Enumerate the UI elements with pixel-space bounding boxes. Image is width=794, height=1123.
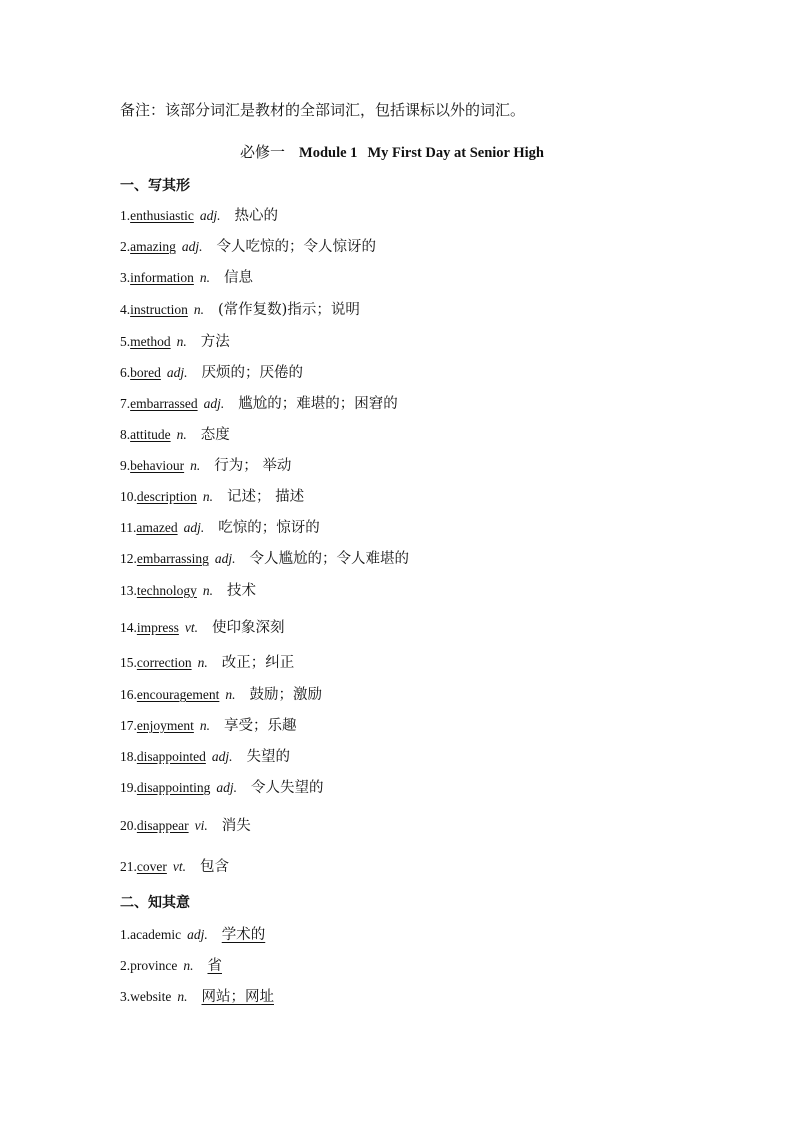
item-word: impress — [136, 620, 179, 635]
item-number: 6. — [120, 365, 131, 380]
item-pos: adj. — [214, 551, 236, 566]
vocab-item — [120, 457, 291, 475]
item-word: technology — [136, 583, 197, 598]
item-number: 20. — [120, 818, 137, 833]
item-number: 1. — [120, 208, 131, 223]
item-pos: n. — [199, 718, 210, 733]
vocab-item — [120, 301, 360, 319]
item-meaning: 使印象深刻 — [212, 620, 285, 636]
item-pos: vt. — [184, 620, 198, 635]
item-meaning: 热心的 — [234, 208, 279, 224]
item-number: 21. — [120, 859, 137, 874]
item-number: 8. — [120, 427, 131, 442]
section1-heading: 一、写其形 — [120, 178, 190, 194]
item-pos: adj. — [211, 749, 233, 764]
item-pos: n. — [193, 302, 204, 317]
item-number: 9. — [120, 458, 131, 473]
item-word: behaviour — [130, 458, 185, 473]
vocab-item — [120, 395, 398, 413]
vocab-item — [120, 926, 265, 944]
vocab-item — [120, 957, 222, 975]
item-pos: n. — [197, 655, 208, 670]
item-meaning: 技术 — [227, 583, 256, 599]
item-meaning: 尴尬的；难堪的；困窘的 — [238, 396, 398, 412]
item-meaning: 信息 — [224, 270, 253, 286]
module-title — [0, 143, 794, 162]
item-word: enjoyment — [136, 718, 194, 733]
vocab-item — [120, 207, 278, 225]
item-pos: n. — [202, 489, 213, 504]
title-name: My First Day at Senior High — [367, 145, 544, 161]
item-meaning: 令人吃惊的；令人惊讶的 — [216, 239, 376, 255]
item-meaning: 厌烦的；厌倦的 — [201, 365, 304, 381]
item-meaning: 改正；纠正 — [221, 655, 295, 671]
item-number: 5. — [120, 334, 131, 349]
vocab-item — [120, 654, 294, 672]
item-number: 15. — [120, 655, 137, 670]
item-number: 12. — [120, 551, 137, 566]
item-number: 2. — [120, 958, 131, 973]
item-meaning: 省 — [207, 958, 222, 974]
item-word: disappear — [136, 818, 189, 833]
item-word: instruction — [130, 302, 188, 317]
item-word: correction — [136, 655, 192, 670]
item-meaning: 消失 — [221, 818, 251, 834]
item-pos: n. — [176, 334, 187, 349]
item-word: method — [130, 334, 171, 349]
vocab-item — [120, 686, 322, 704]
item-pos: n. — [176, 427, 187, 442]
title-module: Module 1 — [299, 145, 358, 161]
item-word: disappointing — [136, 780, 211, 795]
item-meaning: 鼓励；激励 — [249, 687, 322, 703]
vocab-item — [120, 817, 251, 835]
item-meaning: 方法 — [200, 334, 230, 350]
item-pos: n. — [202, 583, 213, 598]
item-word: embarrassed — [130, 396, 198, 411]
vocab-item — [120, 426, 230, 444]
item-pos: vt. — [172, 859, 186, 874]
item-number: 2. — [120, 239, 131, 254]
item-word: information — [130, 270, 194, 285]
item-number: 11. — [120, 520, 137, 535]
item-meaning: (常作复数)指示；说明 — [218, 302, 360, 318]
item-number: 4. — [120, 302, 131, 317]
item-number: 7. — [120, 396, 131, 411]
vocab-item — [120, 717, 297, 735]
vocab-item — [120, 550, 409, 568]
item-meaning: 失望的 — [246, 749, 291, 765]
item-pos: adj. — [216, 780, 238, 795]
item-word: enthusiastic — [130, 208, 194, 223]
item-number: 17. — [120, 718, 137, 733]
item-pos: n. — [199, 270, 210, 285]
item-pos: adj. — [199, 208, 221, 223]
vocab-item — [120, 582, 256, 600]
item-meaning: 包含 — [199, 859, 229, 875]
item-word: province — [130, 958, 178, 973]
item-pos: vi. — [194, 818, 208, 833]
item-number: 14. — [120, 620, 137, 635]
item-word: encouragement — [136, 687, 220, 702]
item-meaning: 令人尴尬的；令人难堪的 — [249, 551, 409, 567]
vocab-item — [120, 858, 229, 876]
vocab-item — [120, 988, 274, 1006]
item-word: embarrassing — [136, 551, 209, 566]
vocab-item — [120, 269, 253, 287]
item-number: 10. — [120, 489, 137, 504]
item-word: disappointed — [136, 749, 206, 764]
item-pos: adj. — [203, 396, 225, 411]
vocab-item — [120, 488, 304, 506]
vocab-item — [120, 238, 376, 256]
vocab-item — [120, 619, 285, 637]
item-meaning: 记述； 描述 — [227, 489, 305, 505]
item-pos: adj. — [187, 927, 208, 942]
item-word: cover — [136, 859, 167, 874]
item-word: attitude — [130, 427, 171, 442]
item-number: 13. — [120, 583, 137, 598]
vocab-item — [120, 748, 290, 766]
item-meaning: 网站；网址 — [201, 989, 274, 1005]
item-meaning: 令人失望的 — [251, 780, 324, 796]
item-pos: adj. — [181, 239, 203, 254]
item-meaning: 行为； 举动 — [214, 458, 292, 474]
item-number: 16. — [120, 687, 137, 702]
vocab-item — [120, 519, 320, 537]
item-pos: n. — [190, 458, 201, 473]
item-number: 3. — [120, 989, 131, 1004]
vocab-item — [120, 333, 230, 351]
item-word: website — [130, 989, 172, 1004]
item-word: description — [136, 489, 197, 504]
vocab-item — [120, 779, 324, 797]
item-pos: adj. — [166, 365, 188, 380]
item-meaning: 享受；乐趣 — [224, 718, 297, 734]
item-number: 18. — [120, 749, 137, 764]
item-word: academic — [130, 927, 182, 942]
item-number: 1. — [120, 927, 131, 942]
item-pos: adj. — [183, 520, 205, 535]
title-book: 必修一 — [240, 143, 286, 161]
item-pos: n. — [183, 958, 194, 973]
note-text: 备注：该部分词汇是教材的全部词汇，包括课标以外的词汇。 — [120, 101, 526, 119]
item-meaning: 态度 — [200, 427, 230, 443]
item-meaning: 吃惊的；惊讶的 — [218, 520, 320, 536]
item-word: amazed — [136, 520, 178, 535]
item-meaning: 学术的 — [221, 927, 266, 943]
section2-heading: 二、知其意 — [120, 895, 190, 911]
item-pos: n. — [177, 989, 188, 1004]
item-word: amazing — [130, 239, 176, 254]
item-number: 19. — [120, 780, 137, 795]
vocab-item — [120, 364, 303, 382]
item-word: bored — [130, 365, 161, 380]
item-pos: n. — [225, 687, 236, 702]
item-number: 3. — [120, 270, 131, 285]
